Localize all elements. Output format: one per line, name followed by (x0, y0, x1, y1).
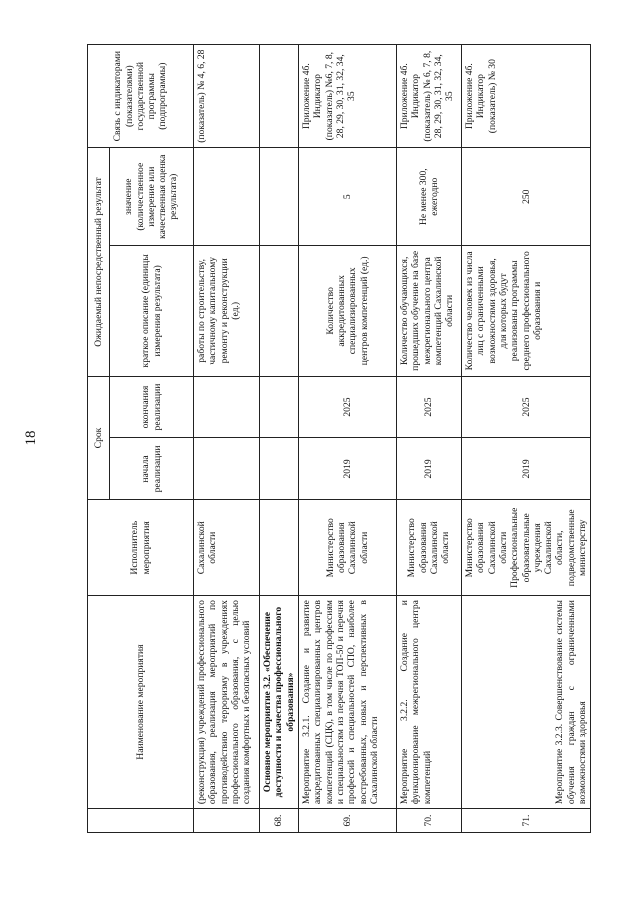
plan-table-rotated (87, 44, 589, 833)
empty-cell (260, 500, 299, 596)
row-short-desc: Количество человек из числа лиц с ограниченными возможностями здоровья, для которых будут реализованы программы среднего профессионального образования и (461, 246, 590, 376)
header-name: Наименование мероприятия (88, 596, 194, 809)
row-name: Мероприятие 3.2.1. Создание и развитие аккредитованных специализированных центров компетенций (СЦК), в том числе по профессиям и специальностям из перечня ТОП-50 и перечня профессий и специальностей СПО, наиболее востребованных, новых и перспективных в Сахалинской области (298, 596, 396, 809)
row-value: 5 (298, 148, 396, 246)
header-start: начала реализации (110, 438, 194, 500)
header-short-desc: краткое описание (единицы измерения результата) (110, 246, 194, 376)
empty-cell (260, 246, 299, 376)
row-start: 2019 (396, 438, 461, 500)
row-value: Не менее 300, ежегодно (396, 148, 461, 246)
row-value (194, 148, 260, 246)
row-end: 2025 (298, 376, 396, 438)
row-name: Мероприятие 3.2.3. Совершенствование системы обучения граждан с ограниченными возможностями здоровья (461, 596, 590, 809)
row-num: 71. (461, 809, 590, 833)
row-short-desc: работы по строительству, частичному капитальному ремонту и реконструкции (ед.) (194, 246, 260, 376)
row-end (194, 376, 260, 438)
row-name: (реконструкция) учреждений профессионального образования, реализация мероприятий по противодействию терроризму в учреждениях профессионального образования, с целью создания комфортных и безопасных условий (194, 596, 260, 809)
row-start: 2019 (298, 438, 396, 500)
plan-table (87, 44, 591, 833)
table-row-main (260, 45, 299, 833)
row-num: 70. (396, 809, 461, 833)
row-link: Приложение 4б. Индикатор (показатель) № 30 (461, 45, 590, 148)
empty-cell (260, 438, 299, 500)
table-row (298, 45, 396, 833)
row-value: 250 (461, 148, 590, 246)
row-start (194, 438, 260, 500)
table-row (194, 45, 260, 833)
header-num (88, 809, 194, 833)
row-executor: Министерство образования Сахалинской области (298, 500, 396, 596)
header-expected: Ожидаемый непосредственный результат (88, 148, 110, 376)
row-start: 2019 (461, 438, 590, 500)
row-executor: Министерство образования Сахалинской области Профессиональные образовательные учреждения Сахалинской области, подведомственные министерству (461, 500, 590, 596)
row-executor: Сахалинской области (194, 500, 260, 596)
table-row (396, 45, 461, 833)
empty-cell (260, 376, 299, 438)
header-term: Срок (88, 376, 110, 500)
row-link: (показатель) № 4, 6, 28 (194, 45, 260, 148)
row-num (194, 809, 260, 833)
row-num: 69. (298, 809, 396, 833)
row-short-desc: Количество обучающихся, прошедших обучение на базе межрегионального центра компетенций Сахалинской области (396, 246, 461, 376)
row-main-activity: Основное мероприятие 3.2. «Обеспечение доступности и качества профессионального образования» (260, 596, 299, 809)
row-end: 2025 (396, 376, 461, 438)
header-end: окончания реализации (110, 376, 194, 438)
row-link: Приложение 4б. Индикатор (показатель) №6, 7, 8, 28, 29, 30, 31, 32, 34, 35 (298, 45, 396, 148)
row-end: 2025 (461, 376, 590, 438)
row-num: 68. (260, 809, 299, 833)
header-row-1 (88, 45, 110, 833)
empty-cell (260, 45, 299, 148)
row-short-desc: Количество аккредитованных специализированных центров компетенций (ед.) (298, 246, 396, 376)
table-row (461, 45, 590, 833)
header-link: Связь с индикаторами (показателями) государственной программы (подпрограммы) (88, 45, 194, 148)
page-number: 18 (23, 430, 39, 446)
empty-cell (260, 148, 299, 246)
header-executor: Исполнитель мероприятия (88, 500, 194, 596)
row-link: Приложение 4б. Индикатор (показатель) № 6, 7, 8, 28, 29, 30, 31, 32, 34, 35 (396, 45, 461, 148)
header-value: значение (количественное измерение или качественная оценка результата) (110, 148, 194, 246)
row-name: Мероприятие 3.2.2. Создание и функционирование межрегионального центра компетенций (396, 596, 461, 809)
row-executor: Министерство образования Сахалинской области (396, 500, 461, 596)
